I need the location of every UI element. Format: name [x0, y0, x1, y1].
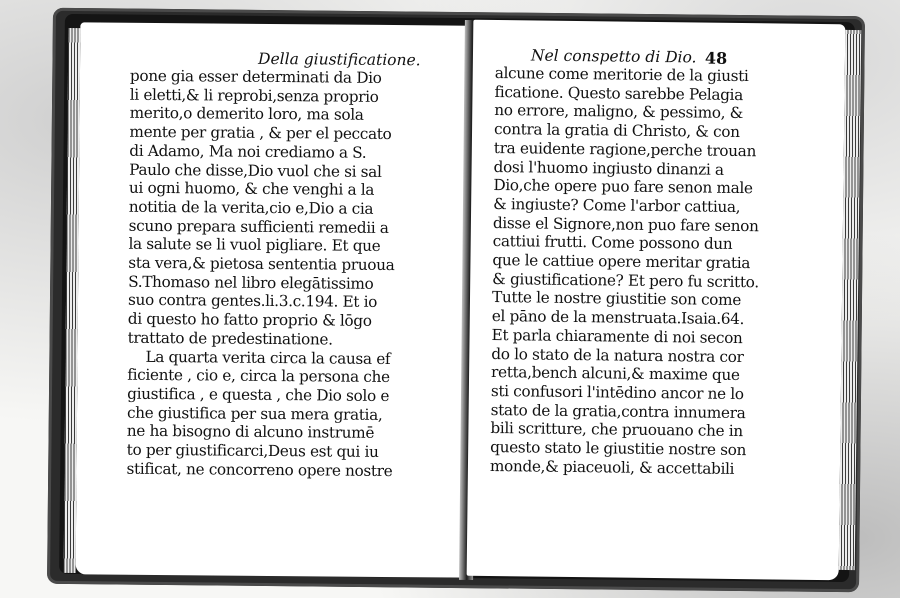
text-line: disse el Signore,non puo fare senon: [492, 213, 759, 235]
text-line: & ingiuste? Come l'arbor cattiua,: [493, 194, 741, 216]
text-line: li eletti,& li reprobi,senza proprio: [129, 85, 379, 106]
text-line: Dio,che opere puo fare senon male: [493, 176, 753, 198]
left-running-head: Della giustificatione.: [258, 49, 421, 70]
text-line: suo contra gentes.li.3.c.194. Et io: [127, 291, 378, 312]
text-line: trattato de predestinatione.: [127, 328, 333, 349]
text-line: Tutte le nostre giustitie son come: [491, 288, 742, 310]
text-line: stificat, ne concorreno opere nostre: [126, 459, 393, 480]
text-line: to per giustificarci,Deus est qui iu: [126, 440, 379, 461]
text-line: di questo ho fatto proprio & lōgo: [127, 309, 372, 330]
text-line: La quarta verita circa la causa ef: [145, 347, 391, 368]
text-line: sti confusori l'intēdino ancor ne lo: [490, 381, 744, 404]
text-line: Paulo che disse,Dio vuol che si sal: [129, 160, 382, 181]
text-line: do lo stato de la natura nostra cor: [491, 344, 744, 366]
text-line: ui ogni huomo, & che venghi a la: [128, 178, 375, 200]
text-line: dosi l'huomo ingiusto dinanzi a: [493, 157, 724, 179]
page-number: 48: [704, 48, 728, 68]
text-line: pone gia esser determinati da Dio: [129, 66, 382, 87]
text-line: la salute se li vuol pigliare. Et que: [128, 235, 381, 256]
text-line: notitia de la verita,cio e,Dio a cia: [128, 197, 374, 218]
right-page: [467, 20, 846, 581]
text-line: tra euidente ragione,perche trouan: [493, 138, 757, 161]
text-line: giustifica , e questa , che Dio solo e: [127, 384, 390, 405]
text-line: bili scritture, che pruouano che in: [490, 419, 743, 441]
text-line: mente per gratia , & per el peccato: [129, 122, 392, 144]
text-line: questo stato le giustitie nostre son: [490, 438, 747, 460]
text-line: contra la gratia di Christo, & con: [493, 120, 740, 142]
text-line: sta vera,& pietosa sententia pruoua: [128, 253, 395, 275]
text-line: el pāno de la menstruata.Isaia.64.: [491, 307, 745, 329]
text-line: ficiente , cio e, circa la persona che: [127, 365, 390, 387]
left-page: [76, 22, 473, 577]
text-line: que le cattiue opere meritar gratia: [492, 251, 751, 273]
text-line: retta,bench alcuni,& maxime que: [490, 363, 740, 385]
text-line: alcune come meritorie de la giusti: [494, 64, 749, 86]
text-line: monde,& piaceuoli, & accettabili: [489, 456, 735, 478]
text-line: che giustifica per sua mera gratia,: [126, 403, 383, 424]
text-line: scuno prepara sufficienti remedii a: [128, 216, 389, 237]
text-line: cattiui frutti. Come possono dun: [492, 232, 733, 254]
right-text-column: [490, 64, 835, 480]
text-line: merito,o demerito loro, ma sola: [129, 104, 364, 125]
text-line: ne ha bisogno di alcuno instrumē: [126, 422, 375, 443]
text-line: di Adamo, Ma noi crediamo a S.: [129, 141, 367, 162]
text-line: no errore, maligno, & pessimo, &: [494, 101, 744, 123]
left-text-column: [126, 67, 470, 481]
text-line: stato de la gratia,contra innumera: [490, 400, 746, 422]
text-line: & giustificatione? Et pero fu scritto.: [492, 269, 759, 291]
right-running-head: Nel conspetto di Dio.: [530, 46, 697, 67]
text-line: S.Thomaso nel libro elegātissimo: [128, 272, 374, 293]
text-line: ficatione. Questo sarebbe Pelagia: [494, 82, 744, 104]
text-line: Et parla chiaramente di noi secon: [491, 325, 743, 347]
